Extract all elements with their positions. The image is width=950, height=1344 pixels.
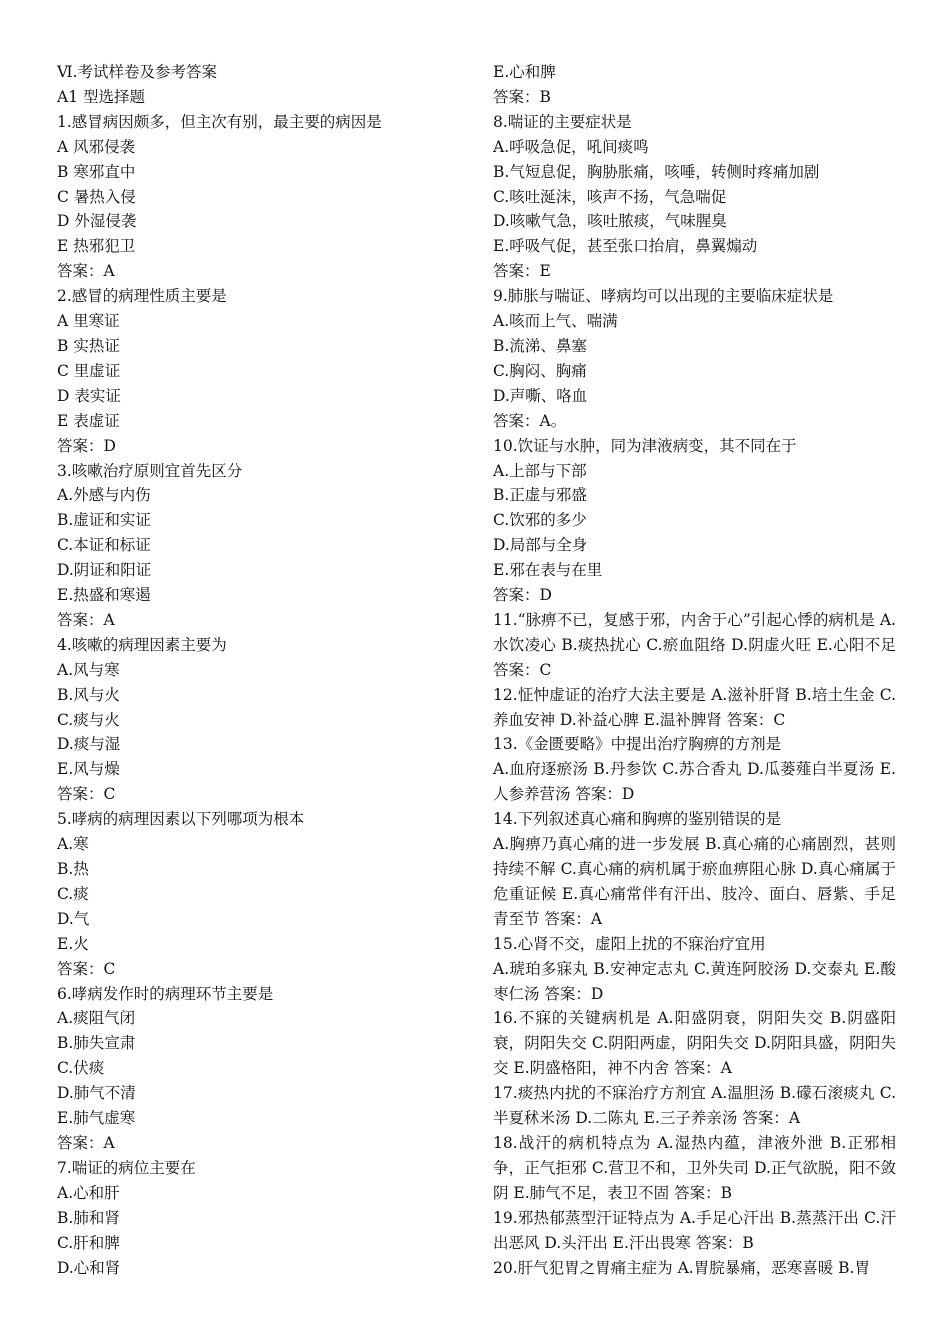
question-line: C.肝和脾 <box>57 1233 120 1252</box>
question-line: A.咳而上气、喘满 <box>493 312 618 331</box>
question-paragraph: 16.不寐的关键病机是 A.阳盛阴衰，阴阳失交 B.阴盛阳衰，阴阳失交 C.阴阳两虚，阴阳失交 D.阴阳具盛，阴阳失交 E.阴盛格阳，神不内舍 答案：A <box>493 1009 896 1078</box>
right-column <box>493 60 896 1280</box>
question-line: E 热邪犯卫 <box>57 237 136 256</box>
question-paragraph: 11.“脉痹不已，复感于邪，内舍于心”引起心悸的病机是 A.水饮凌心 B.痰热扰心 C.瘀血阻络 D.阴虚火旺 E.心阳不足 答案：C <box>493 610 896 679</box>
question-line: B 寒邪直中 <box>57 162 136 181</box>
question-line: E.风与燥 <box>57 760 120 779</box>
question-line: E.心和脾 <box>493 63 556 81</box>
question-line: B.正虚与邪盛 <box>493 486 587 505</box>
question-line: A1 型选择题 <box>57 87 145 106</box>
question-line: E.热盛和寒遏 <box>57 586 151 605</box>
question-line: C.咳吐涎沫，咳声不扬，气急喘促 <box>493 187 727 206</box>
question-line: D.气 <box>57 909 90 928</box>
question-line: C.本证和标证 <box>57 536 151 555</box>
question-line: A.上部与下部 <box>493 461 587 480</box>
question-paragraph: 19.邪热郁蒸型汗证特点为 A.手足心汗出 B.蒸蒸汗出 C.汗出恶风 D.头汗出 E.汗出畏寒 答案：B <box>493 1208 896 1252</box>
question-line: 答案：C <box>57 959 116 978</box>
section-title: Ⅵ.考试样卷及参考答案 <box>57 63 218 81</box>
question-paragraph: A.琥珀多寐丸 B.安神定志丸 C.黄连阿胶汤 D.交泰丸 E.酸枣仁汤 答案：D <box>493 959 896 1003</box>
question-line: D.心和肾 <box>57 1258 121 1277</box>
question-paragraph: A.血府逐瘀汤 B.丹参饮 C.苏合香丸 D.瓜蒌薤白半夏汤 E.人参养营汤 答案：D <box>493 760 896 804</box>
question-line: 6.哮病发作时的病理环节主要是 <box>57 984 274 1003</box>
question-line: B.气短息促，胸胁胀痛，咳唾，转侧时疼痛加剧 <box>493 162 820 181</box>
question-paragraph: 17.痰热内扰的不寐治疗方剂宜 A.温胆汤 B.礞石滚痰丸 C.半夏秫米汤 D.二陈丸 E.三子养亲汤 答案：A <box>493 1084 896 1128</box>
question-paragraph: 18.战汗的病机特点为 A.湿热内蕴，津液外泄 B.正邪相争，正气拒邪 C.营卫不和，卫外失司 D.正气欲脱，阳不敛阴 E.肺气不足，表卫不固 答案：B <box>493 1133 896 1202</box>
question-line: A.外感与内伤 <box>57 486 151 505</box>
question-line: B.肺和肾 <box>57 1208 120 1227</box>
question-line: A 里寒证 <box>57 312 120 331</box>
question-line: D.痰与湿 <box>57 735 121 754</box>
question-line: 答案：C <box>57 785 116 804</box>
question-line: D.咳嗽气急，咳吐脓痰，气味腥臭 <box>493 212 727 231</box>
question-line: C 暑热入侵 <box>57 187 136 206</box>
question-paragraph: A.胸痹乃真心痛的进一步发展 B.真心痛的心痛剧烈，甚则持续不解 C.真心痛的病机属于瘀血痹阻心脉 D.真心痛属于危重证候 E.真心痛常伴有汗出、肢冷、面白、唇紫、手足青至节 答案：A <box>493 835 896 928</box>
question-line: 答案：E <box>493 262 551 281</box>
question-line: A.风与寒 <box>57 660 120 679</box>
question-line: 1.感冒病因颇多，但主次有别，最主要的病因是 <box>57 112 382 131</box>
question-line: D.局部与全身 <box>493 536 588 555</box>
question-line: C.胸闷、胸痛 <box>493 361 587 380</box>
question-line: B.虚证和实证 <box>57 511 151 530</box>
question-line: B 实热证 <box>57 336 120 355</box>
question-line: 答案：A <box>57 262 115 281</box>
question-line: D.阴证和阳证 <box>57 561 152 580</box>
question-line: E.邪在表与在里 <box>493 561 603 580</box>
question-line: 答案：D <box>57 436 116 455</box>
question-line: E 表虚证 <box>57 411 120 430</box>
question-line: C 里虚证 <box>57 361 121 380</box>
question-paragraph: 15.心肾不交，虚阳上扰的不寐治疗宜用 <box>493 934 766 953</box>
question-line: C.伏痰 <box>57 1059 105 1078</box>
question-line: 10.饮证与水肿，同为津液病变，其不同在于 <box>493 436 797 455</box>
question-line: 5.哮病的病理因素以下列哪项为根本 <box>57 810 305 829</box>
question-line: E.火 <box>57 934 89 953</box>
question-line: A 风邪侵袭 <box>57 137 136 156</box>
question-line: C.痰与火 <box>57 710 120 729</box>
question-line: D 表实证 <box>57 386 121 405</box>
question-line: A.寒 <box>57 835 89 854</box>
question-line: 9.肺胀与喘证、哮病均可以出现的主要临床症状是 <box>493 287 834 306</box>
question-line: 答案：A <box>57 610 115 629</box>
question-line: B.风与火 <box>57 685 120 704</box>
question-line: 4.咳嗽的病理因素主要为 <box>57 635 227 654</box>
question-line: D.肺气不清 <box>57 1084 136 1103</box>
question-line: 答案：A。 <box>493 411 567 430</box>
question-line: 答案：B <box>493 87 551 106</box>
question-line: B.热 <box>57 860 89 878</box>
question-line: A.心和肝 <box>57 1183 120 1202</box>
question-line: E.肺气虚寒 <box>57 1109 136 1128</box>
question-line: 3.咳嗽治疗原则宜首先区分 <box>57 461 243 480</box>
question-line: 答案：D <box>493 586 552 605</box>
question-paragraph: 14.下列叙述真心痛和胸痹的鉴别错误的是 <box>493 810 782 829</box>
question-line: 7.喘证的病位主要在 <box>57 1158 196 1177</box>
question-paragraph: 12.怔忡虚证的治疗大法主要是 A.滋补肝肾 B.培土生金 C.养血安神 D.补益心脾 E.温补脾肾 答案：C <box>493 685 896 729</box>
question-line: 答案：A <box>57 1133 115 1152</box>
question-line: 2.感冒的病理性质主要是 <box>57 287 227 306</box>
left-column <box>57 60 429 1280</box>
question-line: D 外湿侵袭 <box>57 212 137 231</box>
question-line: A.痰阻气闭 <box>57 1009 136 1028</box>
question-line: C.痰 <box>57 884 89 903</box>
question-line: D.声嘶、咯血 <box>493 386 588 405</box>
question-paragraph: 13.《金匮要略》中提出治疗胸痹的方剂是 <box>493 735 782 754</box>
question-line: 8.喘证的主要症状是 <box>493 112 632 131</box>
question-line: E.呼吸气促，甚至张口抬肩，鼻翼煽动 <box>493 237 758 256</box>
question-line: C.饮邪的多少 <box>493 511 587 530</box>
question-line: B.流涕、鼻塞 <box>493 336 587 355</box>
question-line: B.肺失宣肃 <box>57 1034 136 1053</box>
question-paragraph: 20.肝气犯胃之胃痛主症为 A.胃脘暴痛，恶寒喜暖 B.胃 <box>493 1258 870 1277</box>
question-line: A.呼吸急促，吼间痰鸣 <box>493 137 649 156</box>
